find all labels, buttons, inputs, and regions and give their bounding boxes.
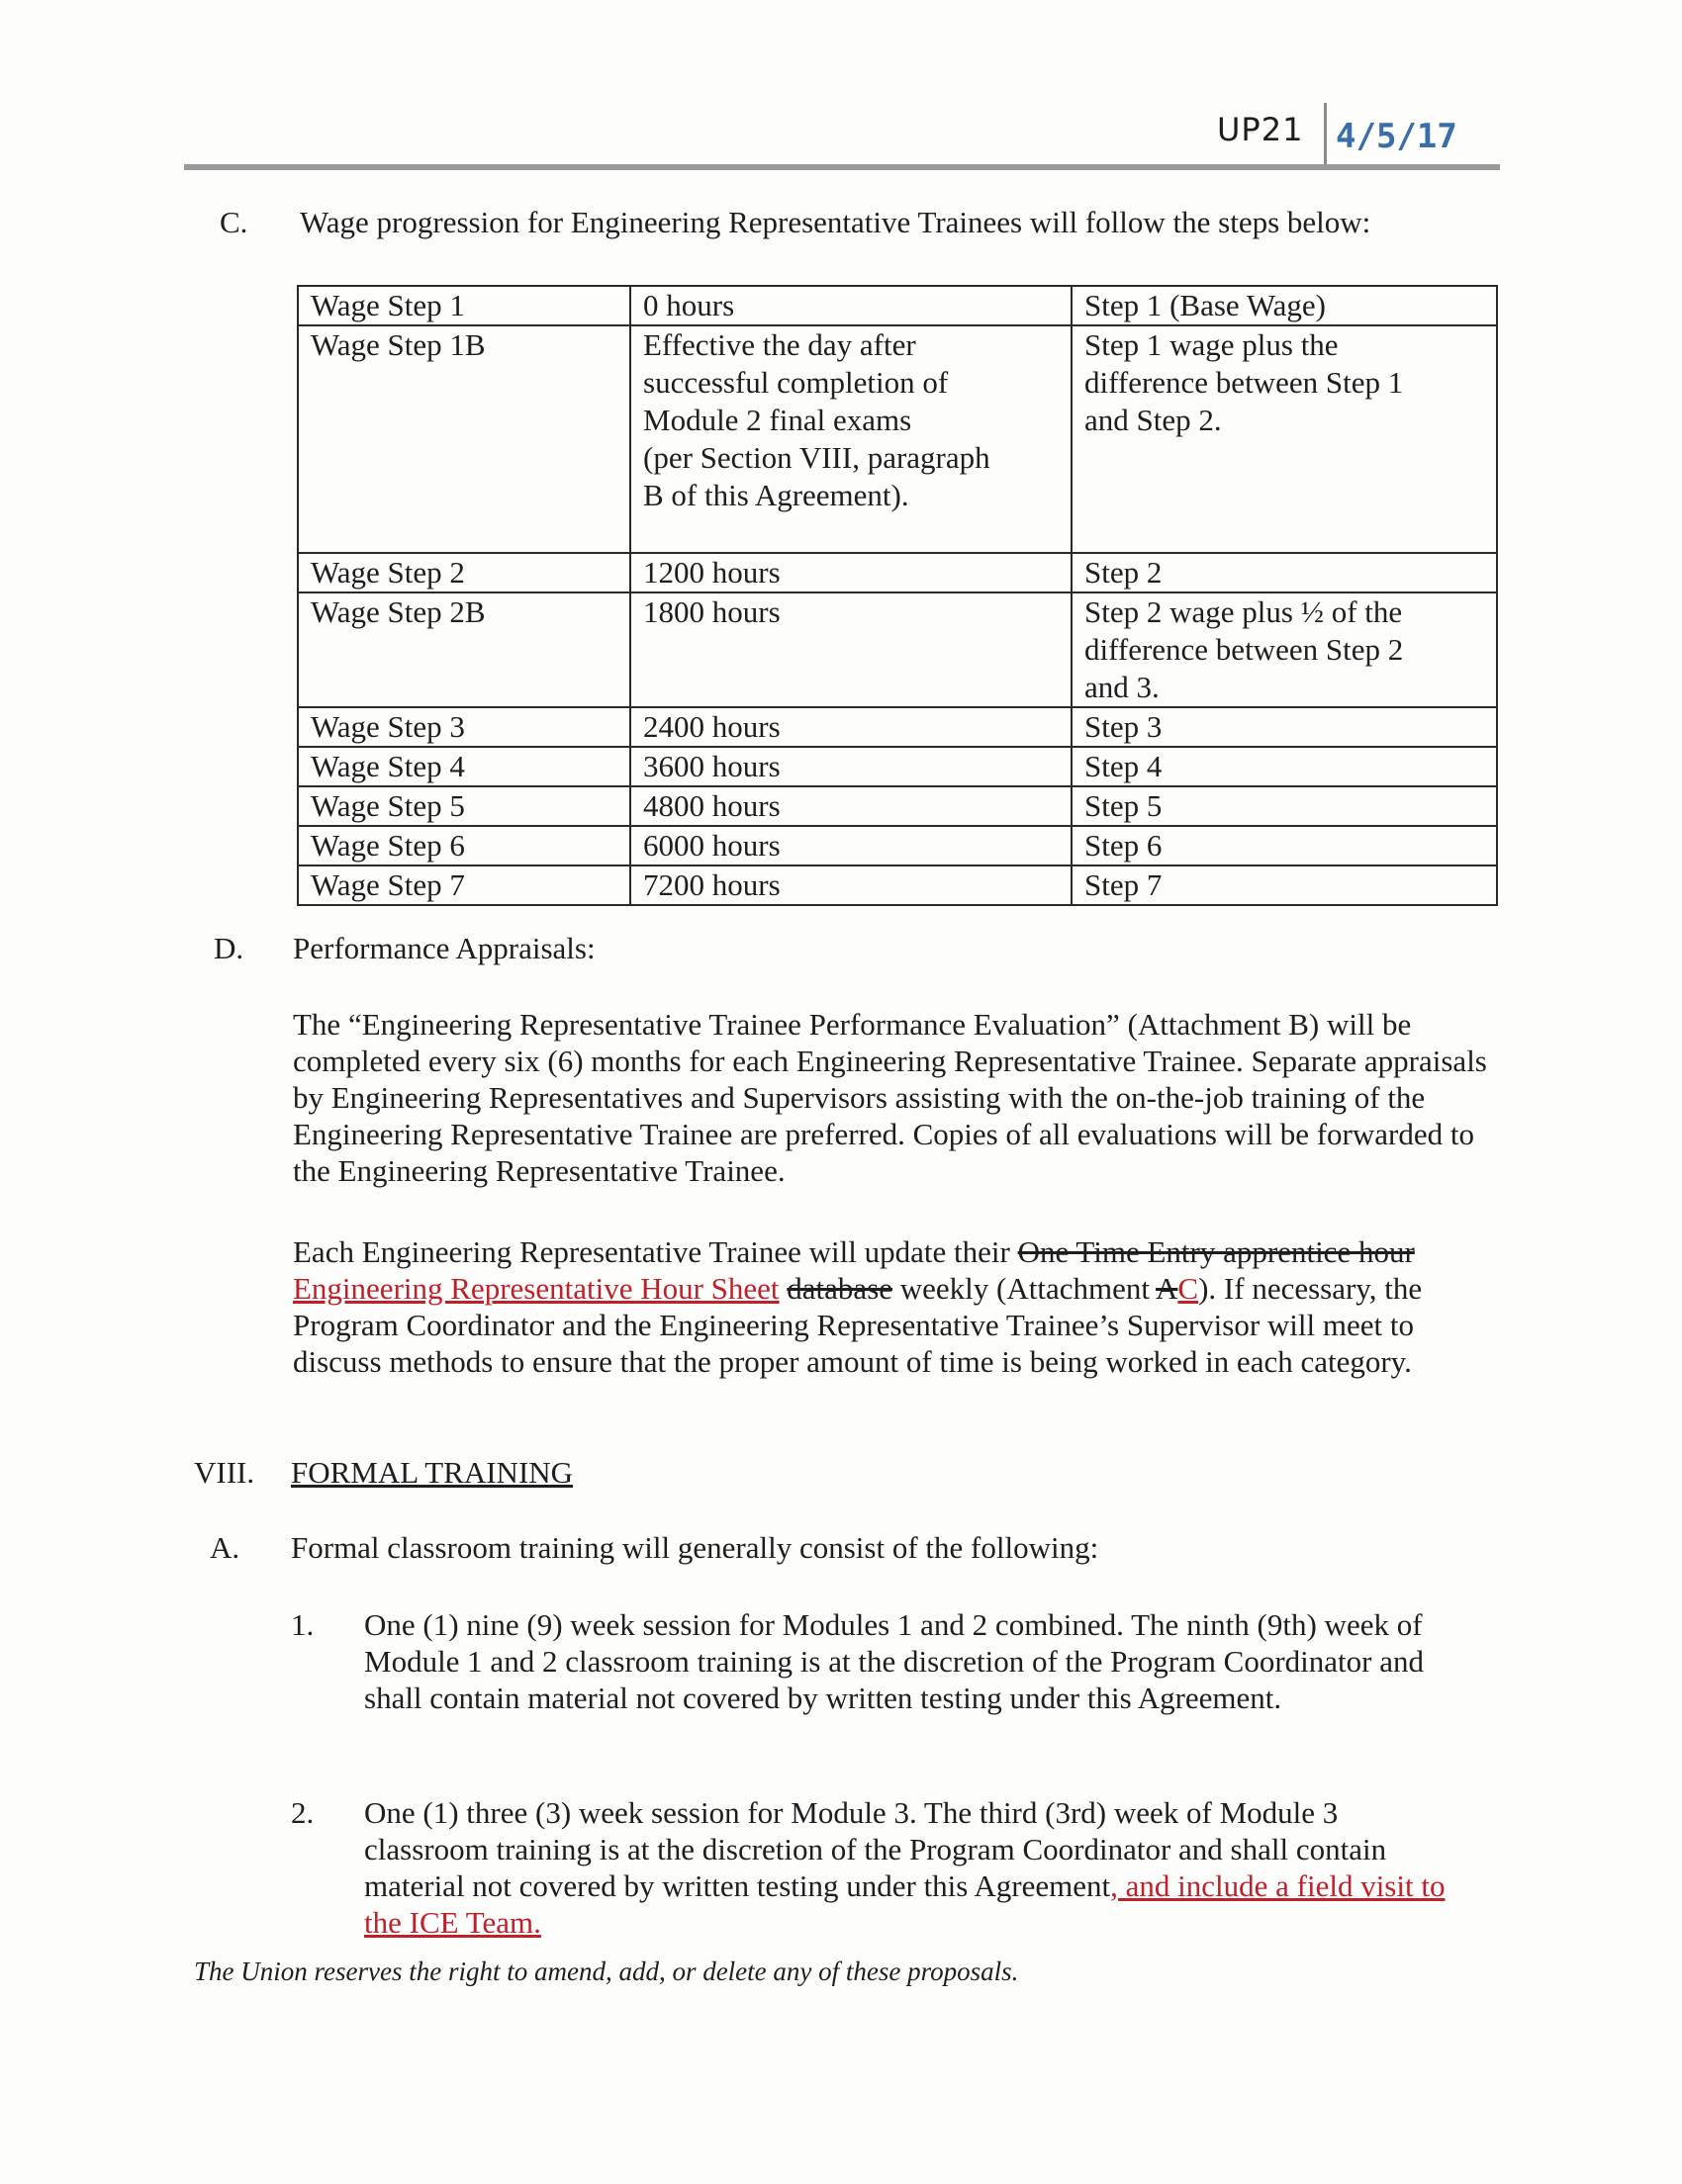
paragraph-text: ). If necessary, the Program Coordinator and the Engineering Representative Trainee’s Supervisor will meet to discuss methods to ensure that the proper amount of time is being worked in each category. <box>293 1271 1423 1379</box>
inserted-text: , and include a field visit to the ICE Team. <box>364 1868 1446 1940</box>
header-divider <box>1324 103 1327 168</box>
wage-cell: Step 6 <box>1072 826 1497 865</box>
hours-cell: 6000 hours <box>630 826 1072 865</box>
hours-cell: 3600 hours <box>630 747 1072 786</box>
header-rule <box>184 164 1500 170</box>
section-c-intro: Wage progression for Engineering Representative Trainees will follow the steps below: <box>300 205 1371 239</box>
hours-cell: 4800 hours <box>630 786 1072 826</box>
wage-cell: Step 2 <box>1072 553 1497 592</box>
deleted-text: One Time Entry apprentice hour <box>1017 1234 1415 1269</box>
table-row <box>298 707 1497 747</box>
table-row <box>298 325 1497 553</box>
section-d-title: Performance Appraisals: <box>293 931 596 965</box>
wage-step-cell: Wage Step 3 <box>298 707 630 747</box>
document-date: 4/5/17 <box>1336 117 1457 156</box>
wage-cell: Step 3 <box>1072 707 1497 747</box>
inserted-text: C <box>1177 1271 1199 1306</box>
wage-cell: Step 7 <box>1072 865 1497 905</box>
item-a-text: Formal classroom training will generally consist of the following: <box>291 1530 1099 1565</box>
wage-progression-table <box>297 285 1498 906</box>
item-1-marker: 1. <box>291 1607 315 1642</box>
wage-cell: Step 1 wage plus the difference between Step 1 and Step 2. <box>1072 325 1497 553</box>
inserted-text: Engineering Representative Hour Sheet <box>293 1271 780 1306</box>
wage-step-cell: Wage Step 2B <box>298 592 630 707</box>
wage-step-cell: Wage Step 2 <box>298 553 630 592</box>
item-a-marker: A. <box>210 1530 240 1565</box>
item-2-marker: 2. <box>291 1795 315 1830</box>
wage-cell: Step 4 <box>1072 747 1497 786</box>
wage-step-cell: Wage Step 4 <box>298 747 630 786</box>
wage-cell: Step 5 <box>1072 786 1497 826</box>
table-row <box>298 286 1497 325</box>
paragraph-text: weekly (Attachment <box>892 1271 1157 1306</box>
hours-cell: Effective the day after successful completion of Module 2 final exams (per Section VIII, paragraph B of this Agreement). <box>630 325 1072 553</box>
item-1-text: One (1) nine (9) week session for Modules 1 and 2 combined. The ninth (9th) week of Module 1 and 2 classroom training is at the discretion of the Program Coordinator and shall contain material not covered by written testing under this Agreement. <box>364 1607 1424 1715</box>
paragraph-text: Each Engineering Representative Trainee will update their <box>293 1234 1018 1269</box>
wage-step-cell: Wage Step 6 <box>298 826 630 865</box>
hours-cell: 2400 hours <box>630 707 1072 747</box>
section-c-marker: C. <box>220 205 248 239</box>
paragraph-text: One (1) three (3) week session for Module 3. The third (3rd) week of Module 3 classroom training is at the discretion of the Program Coordinator and shall contain material not covered by written testing under this Agreement <box>364 1795 1387 1903</box>
wage-step-cell: Wage Step 7 <box>298 865 630 905</box>
hour-sheet-paragraph <box>293 1233 1500 1380</box>
wage-step-cell: Wage Step 5 <box>298 786 630 826</box>
footer-note: The Union reserves the right to amend, add, or delete any of these proposals. <box>194 1956 1019 1986</box>
section-viii-title: FORMAL TRAINING <box>291 1455 574 1490</box>
table-row <box>298 553 1497 592</box>
wage-cell: Step 2 wage plus ½ of the difference between Step 2 and 3. <box>1072 592 1497 707</box>
wage-step-cell: Wage Step 1 <box>298 286 630 325</box>
hours-cell: 0 hours <box>630 286 1072 325</box>
wage-cell: Step 1 (Base Wage) <box>1072 286 1497 325</box>
table-row <box>298 592 1497 707</box>
deleted-text: A <box>1156 1271 1178 1306</box>
section-d-marker: D. <box>214 931 244 965</box>
document-code: UP21 <box>1217 111 1304 148</box>
table-row <box>298 826 1497 865</box>
wage-step-cell: Wage Step 1B <box>298 325 630 553</box>
section-viii-marker: VIII. <box>194 1455 255 1490</box>
table-row <box>298 747 1497 786</box>
table-row <box>298 865 1497 905</box>
table-row <box>298 786 1497 826</box>
appraisal-paragraph: The “Engineering Representative Trainee Performance Evaluation” (Attachment B) will be completed every six (6) months for each Engineering Representative Trainee. Separate appraisals by Engineering Representatives and Supervisors assisting with the on-the-job training of the Engineering Representative Trainee are preferred. Copies of all evaluations will be forwarded to the Engineering Representative Trainee. <box>293 1007 1487 1188</box>
hours-cell: 1200 hours <box>630 553 1072 592</box>
hours-cell: 1800 hours <box>630 592 1072 707</box>
item-2-text <box>364 1794 1462 1941</box>
hours-cell: 7200 hours <box>630 865 1072 905</box>
deleted-text: database <box>787 1271 893 1306</box>
